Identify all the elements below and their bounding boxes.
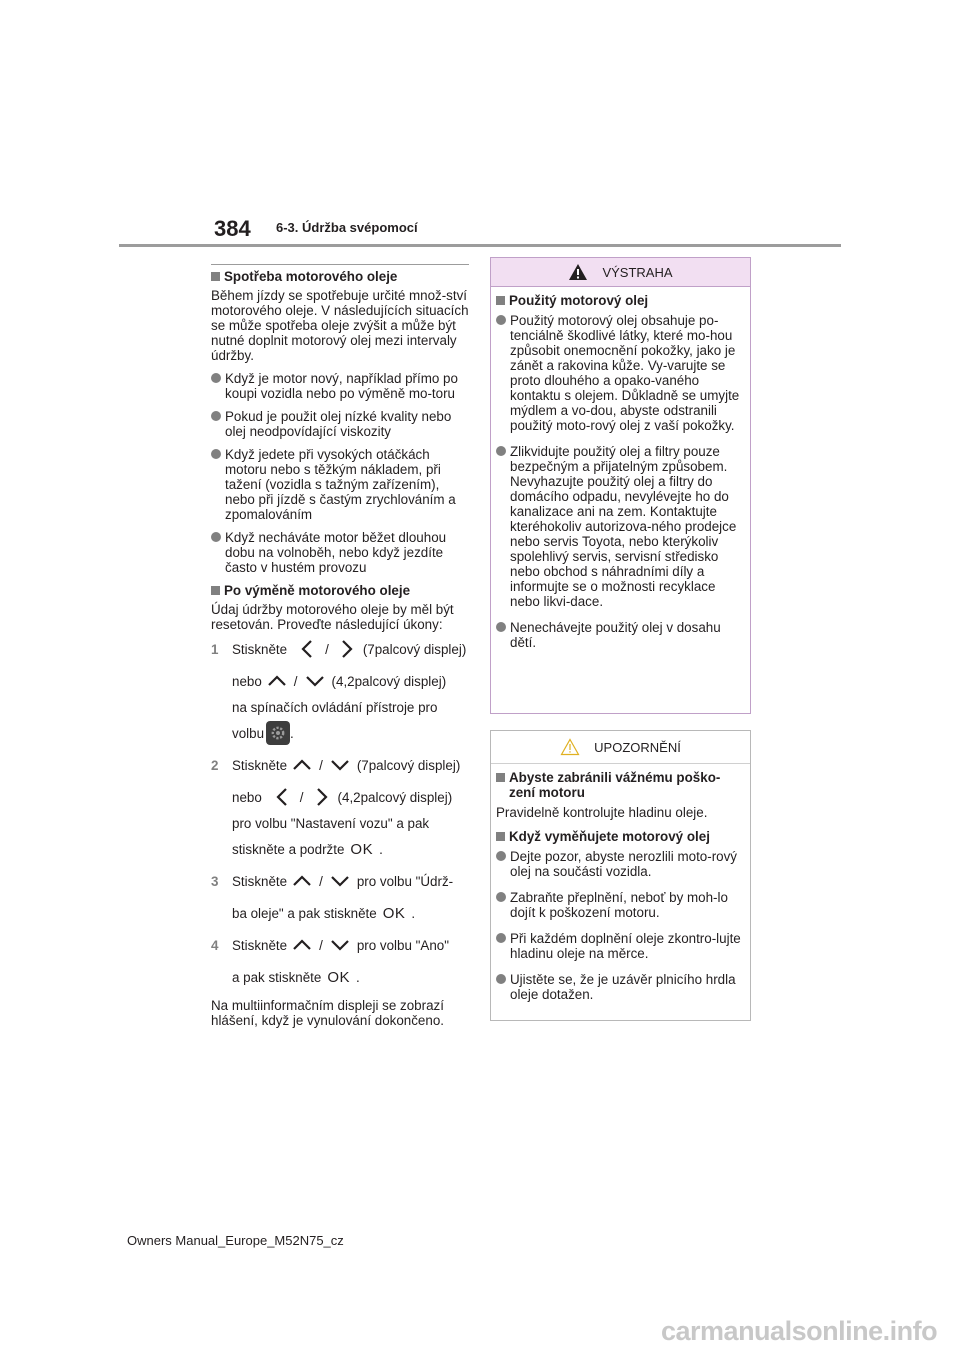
- column-rule: [211, 264, 469, 265]
- warning-box: [490, 257, 751, 714]
- list-item: Ujistěte se, že je uzávěr plnicího hrdla oleje dotažen.: [496, 972, 742, 1002]
- section-title: 6-3. Údržba svépomocí: [276, 220, 418, 235]
- chevron-down-icon: [327, 934, 353, 956]
- bullet-icon: [211, 411, 221, 421]
- square-bullet-icon: [496, 773, 505, 782]
- left-column: [211, 264, 469, 1036]
- list-item: Když je motor nový, například přímo po koupi vozidla nebo po výměně mo-toru: [211, 371, 469, 401]
- bullet-icon: [496, 622, 506, 632]
- step-1: 1 Stiskněte / (7palcový displej) nebo / (4,2palcový displej) na spínačích ovládání přístroje pro volbu .: [211, 632, 469, 748]
- paragraph: Pravidelně kontrolujte hladinu oleje.: [496, 805, 708, 820]
- chevron-down-icon: [302, 670, 328, 692]
- warning-triangle-icon: [568, 263, 588, 281]
- chevron-up-icon: [264, 670, 290, 692]
- bullet-icon: [211, 532, 221, 542]
- heading-oil-consumption: Spotřeba motorového oleje: [211, 269, 469, 284]
- ok-button-icon: OK: [350, 840, 374, 858]
- chevron-left-icon: [270, 786, 296, 808]
- bullet-icon: [211, 373, 221, 383]
- chevron-down-icon: [327, 870, 353, 892]
- watermark: carmanualsonline.info: [661, 1316, 938, 1346]
- caution-box: [490, 730, 751, 1021]
- header-rule: [119, 244, 841, 247]
- caution-title: UPOZORNĚNÍ: [594, 739, 681, 755]
- warning-title: VÝSTRAHA: [602, 264, 673, 280]
- bullet-icon: [496, 315, 506, 325]
- bullet-icon: [496, 851, 506, 861]
- gear-icon: [266, 721, 290, 745]
- footer: Owners Manual_Europe_M52N75_cz: [127, 1233, 344, 1248]
- warning-header: [491, 258, 750, 287]
- page-number: 384: [214, 216, 251, 241]
- list-item: Pokud je použit olej nízké kvality nebo olej neodpovídající viskozity: [211, 409, 469, 439]
- step-4: 4 Stiskněte / pro volbu "Ano" a pak stiskněte OK .: [211, 928, 469, 992]
- chevron-up-icon: [289, 870, 315, 892]
- list-item: Nenechávejte použitý olej v dosahu dětí.: [496, 620, 742, 650]
- bullet-icon: [496, 974, 506, 984]
- list-item: Zlikvidujte použitý olej a filtry pouze bezpečným a přijatelným způsobem. Nevyhazujte použitý olej a filtry do domácího odpadu, nevylévejte ho do kanalizace ani na zem. Kontaktujte kteréhokoliv autorizova-ného prodejce nebo servis Toyota, nebo kterýkoliv spolehlivý servis, servisní středisko nebo obchod s náhradními díly a informujte se o možnosti recyklace nebo likvi-dace.: [496, 444, 742, 609]
- step-2: 2 Stiskněte / (7palcový displej) nebo / (4,2palcový displej) pro volbu "Nastavení vozu" a pak stiskněte a podržte OK .: [211, 748, 469, 864]
- list-item: Použitý motorový olej obsahuje po-tenciálně škodlivé látky, které mo-hou způsobit onemocnění pokožky, jako je zánět a rakovina kůže. Vy-varujte se proto dlouhého a opako-vaného kontaktu s olejem. Důkladně se umyjte mýdlem a vo-dou, abyste odstranili použitý moto-rový olej z vaší pokožky.: [496, 313, 742, 433]
- bullet-icon: [496, 892, 506, 902]
- square-bullet-icon: [211, 272, 220, 281]
- heading-used-oil: Použitý motorový olej: [496, 293, 742, 308]
- ok-button-icon: OK: [382, 904, 406, 922]
- paragraph: Během jízdy se spotřebuje určité množ-ství motorového oleje. V následujících situacích se může spotřeba oleje zvýšit a může být nutné doplnit motorový olej mezi intervaly údržby.: [211, 288, 469, 363]
- heading-after-oil-change: Po výměně motorového oleje: [211, 583, 469, 598]
- list-item: Když necháváte motor běžet dlouhou dobu na volnoběh, nebo když jezdíte často v hustém provozu: [211, 530, 469, 575]
- square-bullet-icon: [496, 832, 505, 841]
- square-bullet-icon: [211, 586, 220, 595]
- caution-header: [491, 731, 750, 764]
- list-item: Zabraňte přeplnění, neboť by moh-lo dojít k poškození motoru.: [496, 890, 742, 920]
- heading-changing-oil: Když vyměňujete motorový olej: [496, 829, 742, 844]
- chevron-up-icon: [289, 754, 315, 776]
- caution-triangle-icon: [560, 738, 580, 756]
- chevron-up-icon: [289, 934, 315, 956]
- chevron-right-icon: [333, 638, 359, 660]
- step-3: 3 Stiskněte / pro volbu "Údrž- ba oleje" a pak stiskněte OK .: [211, 864, 469, 928]
- list-item: Při každém doplnění oleje zkontro-lujte hladinu oleje na měrce.: [496, 931, 742, 961]
- paragraph: Na multiinformačním displeji se zobrazí hlášení, když je vynulování dokončeno.: [211, 998, 444, 1028]
- chevron-left-icon: [295, 638, 321, 660]
- ok-button-icon: OK: [327, 968, 351, 986]
- bullet-icon: [496, 446, 506, 456]
- chevron-down-icon: [327, 754, 353, 776]
- bullet-icon: [496, 933, 506, 943]
- list-item: Když jedete při vysokých otáčkách motoru nebo s těžkým nákladem, při tažení (vozidla s tažným zařízením), nebo při jízdě s častým zrychlováním a zpomalováním: [211, 447, 469, 522]
- chevron-right-icon: [308, 786, 334, 808]
- heading-prevent-damage: Abyste zabránili vážnému poško-zení motoru: [496, 770, 742, 800]
- list-item: Dejte pozor, abyste nerozlili moto-rový olej na součásti vozidla.: [496, 849, 742, 879]
- bullet-icon: [211, 449, 221, 459]
- paragraph: Údaj údržby motorového oleje by měl být resetován. Proveďte následující úkony:: [211, 602, 454, 632]
- square-bullet-icon: [496, 296, 505, 305]
